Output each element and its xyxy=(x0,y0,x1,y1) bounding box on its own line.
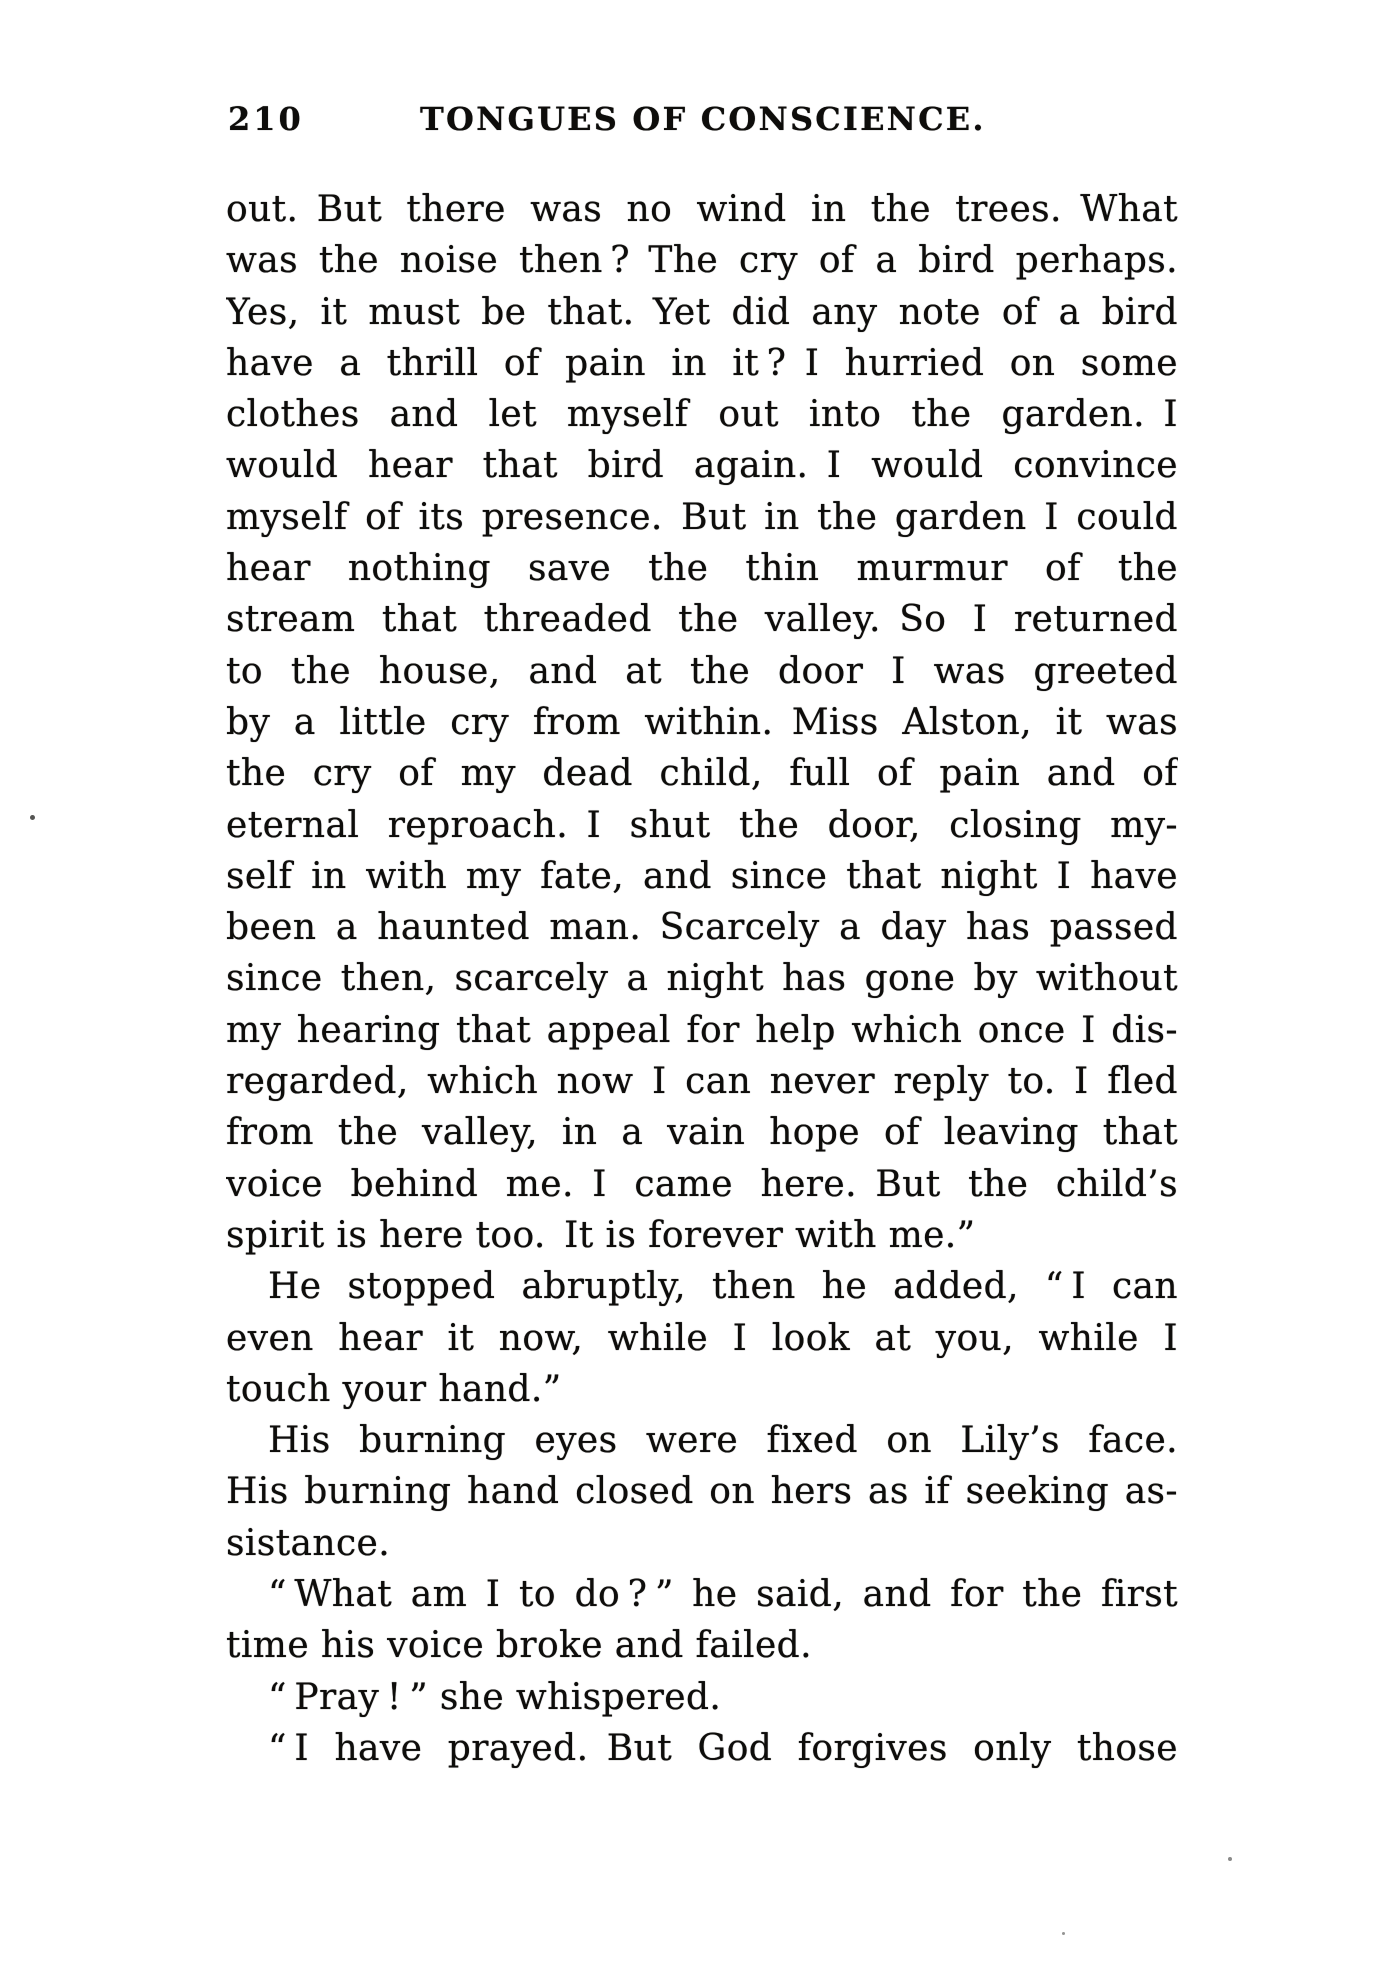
running-header xyxy=(0,0,1376,160)
text-line: “ I have prayed. But God forgives only those xyxy=(268,1727,1178,1769)
text-line: my hearing that appeal for help which once I dis- xyxy=(226,1009,1178,1051)
text-line: hear nothing save the thin murmur of the xyxy=(226,548,1178,590)
text-line: touch your hand.” xyxy=(226,1368,562,1410)
text-line: spirit is here too. It is forever with me.” xyxy=(226,1214,976,1256)
text-line: even hear it now, while I look at you, while I xyxy=(226,1317,1178,1359)
scan-speck xyxy=(30,815,35,820)
text-line: the cry of my dead child, full of pain and of xyxy=(226,753,1178,795)
text-line: clothes and let myself out into the garden. I xyxy=(226,394,1178,436)
text-line: was the noise then ? The cry of a bird perhaps. xyxy=(226,240,1178,282)
text-line: since then, scarcely a night has gone by without xyxy=(226,958,1178,1000)
text-line: His burning eyes were fixed on Lily’s face. xyxy=(268,1420,1178,1462)
scan-speck xyxy=(1062,1932,1065,1935)
text-line: time his voice broke and failed. xyxy=(226,1625,812,1667)
page-text-block xyxy=(226,184,1178,1774)
text-line: to the house, and at the door I was greeted xyxy=(226,650,1178,692)
running-header-title: TONGUES OF CONSCIENCE. xyxy=(420,100,986,138)
text-line: from the valley, in a vain hope of leaving that xyxy=(226,1112,1178,1154)
text-line: voice behind me. I came here. But the child’s xyxy=(226,1163,1178,1205)
text-line: Yes, it must be that. Yet did any note of a bird xyxy=(226,291,1178,333)
page-number: 210 xyxy=(228,100,304,138)
text-line: out. But there was no wind in the trees. What xyxy=(226,189,1178,230)
text-line: “ What am I to do ? ” he said, and for the first xyxy=(268,1574,1178,1616)
text-line: “ Pray ! ” she whispered. xyxy=(268,1676,722,1718)
text-line: myself of its presence. But in the garden I could xyxy=(226,496,1178,538)
scan-speck xyxy=(1228,1857,1232,1861)
text-line: would hear that bird again. I would convince xyxy=(226,445,1178,487)
text-line: He stopped abruptly, then he added, “ I can xyxy=(268,1266,1178,1308)
text-line: stream that threaded the valley. So I returned xyxy=(226,599,1178,641)
text-line: regarded, which now I can never reply to. I fled xyxy=(226,1061,1178,1103)
text-line: sistance. xyxy=(226,1522,391,1564)
text-line: self in with my fate, and since that night I have xyxy=(226,855,1178,897)
text-line: His burning hand closed on hers as if seeking as- xyxy=(226,1471,1178,1513)
text-line: eternal reproach. I shut the door, closing my- xyxy=(226,804,1178,846)
text-line: have a thrill of pain in it ? I hurried on some xyxy=(226,342,1178,384)
text-line: been a haunted man. Scarcely a day has passed xyxy=(226,907,1178,949)
text-line: by a little cry from within. Miss Alston, it was xyxy=(226,701,1178,743)
